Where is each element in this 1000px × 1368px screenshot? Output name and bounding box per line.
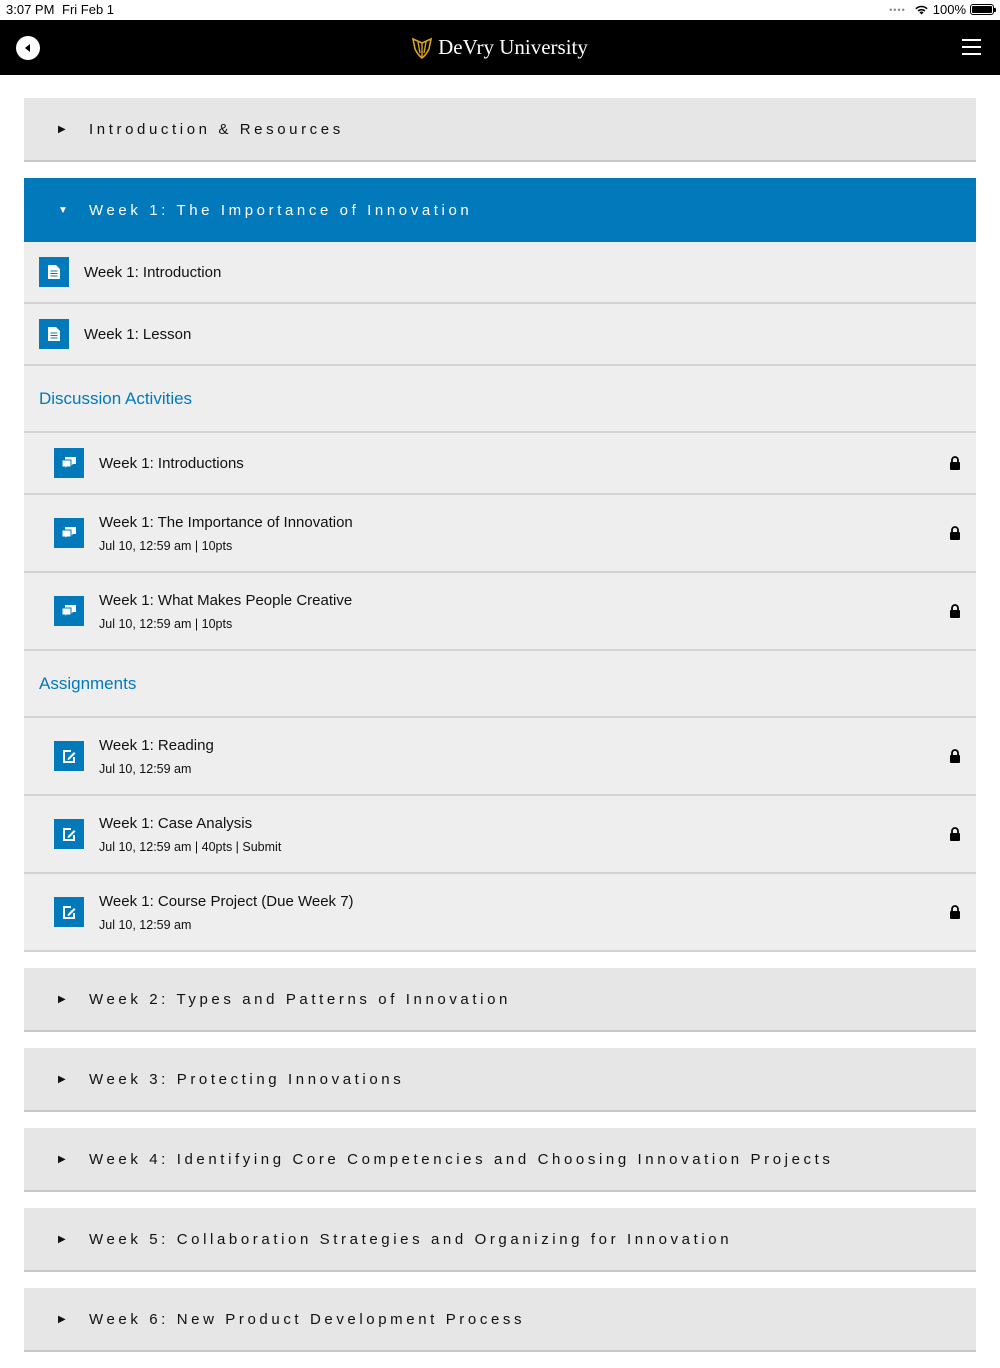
lock-icon (949, 456, 961, 470)
item-label: Week 1: Case Analysis (99, 814, 253, 832)
section-title: Week 1: The Importance of Innovation (89, 201, 473, 219)
lock-icon (949, 749, 961, 763)
status-time: 3:07 PM (6, 2, 55, 17)
assignment-item-case-analysis[interactable] (24, 796, 976, 874)
section-week-6[interactable] (24, 1288, 976, 1352)
caret-right-icon: ▶ (58, 123, 66, 135)
lock-icon (949, 827, 961, 841)
document-icon (39, 319, 69, 349)
item-meta: Jul 10, 12:59 am | 10pts (99, 616, 233, 631)
item-label: Week 1: Introduction (84, 263, 222, 281)
section-week-3[interactable] (24, 1048, 976, 1112)
discussion-icon (54, 448, 84, 478)
section-week-4[interactable] (24, 1128, 976, 1192)
section-week-1[interactable] (24, 178, 976, 242)
brand-logo (0, 20, 1000, 75)
caret-right-icon: ▶ (58, 1073, 66, 1085)
assignment-icon (54, 819, 84, 849)
brand-name: DeVry University (438, 35, 588, 59)
item-meta: Jul 10, 12:59 am (99, 917, 192, 932)
discussion-icon (54, 596, 84, 626)
section-week-2[interactable] (24, 968, 976, 1032)
discussion-item-importance[interactable] (24, 495, 976, 573)
app-header (0, 20, 1000, 75)
battery-icon (970, 4, 994, 15)
wifi-icon (914, 4, 929, 15)
lock-icon (949, 905, 961, 919)
signal-icon: •••• (889, 4, 906, 15)
item-label: Week 1: Reading (99, 736, 214, 754)
hamburger-icon (962, 39, 981, 41)
discussion-activities-heading: Discussion Activities (24, 366, 976, 433)
item-label: Week 1: Lesson (84, 325, 192, 343)
item-label: Week 1: The Importance of Innovation (99, 513, 353, 531)
section-week-5[interactable] (24, 1208, 976, 1272)
menu-button[interactable] (962, 39, 981, 55)
assignments-heading: Assignments (24, 651, 976, 718)
section-title: Week 5: Collaboration Strategies and Organizing for Innovation (89, 1230, 733, 1248)
lesson-item-lesson[interactable] (24, 304, 976, 366)
item-meta: Jul 10, 12:59 am (99, 761, 192, 776)
discussion-item-introductions[interactable] (24, 433, 976, 495)
course-content (24, 98, 976, 1368)
section-title: Week 4: Identifying Core Competencies and Choosing Innovation Projects (89, 1150, 834, 1168)
shield-logo-icon (412, 37, 432, 59)
item-meta: Jul 10, 12:59 am | 40pts | Submit (99, 839, 282, 854)
status-bar (0, 0, 1000, 20)
battery-percent: 100% (932, 2, 966, 17)
section-title: Week 6: New Product Development Process (89, 1310, 526, 1328)
assignment-icon (54, 897, 84, 927)
section-title: Introduction & Resources (89, 120, 344, 138)
lock-icon (949, 604, 961, 618)
item-label: Week 1: What Makes People Creative (99, 591, 353, 609)
assignment-icon (54, 741, 84, 771)
caret-right-icon: ▶ (58, 1313, 66, 1325)
assignment-item-course-project[interactable] (24, 874, 976, 952)
status-date: Fri Feb 1 (62, 2, 115, 17)
document-icon (39, 257, 69, 287)
caret-down-icon: ▼ (58, 204, 68, 216)
item-label: Week 1: Course Project (Due Week 7) (99, 892, 354, 910)
item-label: Week 1: Introductions (99, 454, 244, 472)
lock-icon (949, 526, 961, 540)
lesson-item-introduction[interactable] (24, 242, 976, 304)
caret-right-icon: ▶ (58, 1233, 66, 1245)
caret-right-icon: ▶ (58, 993, 66, 1005)
section-intro-resources[interactable] (24, 98, 976, 162)
discussion-item-creative[interactable] (24, 573, 976, 651)
assignment-item-reading[interactable] (24, 718, 976, 796)
section-title: Week 2: Types and Patterns of Innovation (89, 990, 511, 1008)
caret-right-icon: ▶ (58, 1153, 66, 1165)
section-title: Week 3: Protecting Innovations (89, 1070, 405, 1088)
discussion-icon (54, 518, 84, 548)
item-meta: Jul 10, 12:59 am | 10pts (99, 538, 233, 553)
